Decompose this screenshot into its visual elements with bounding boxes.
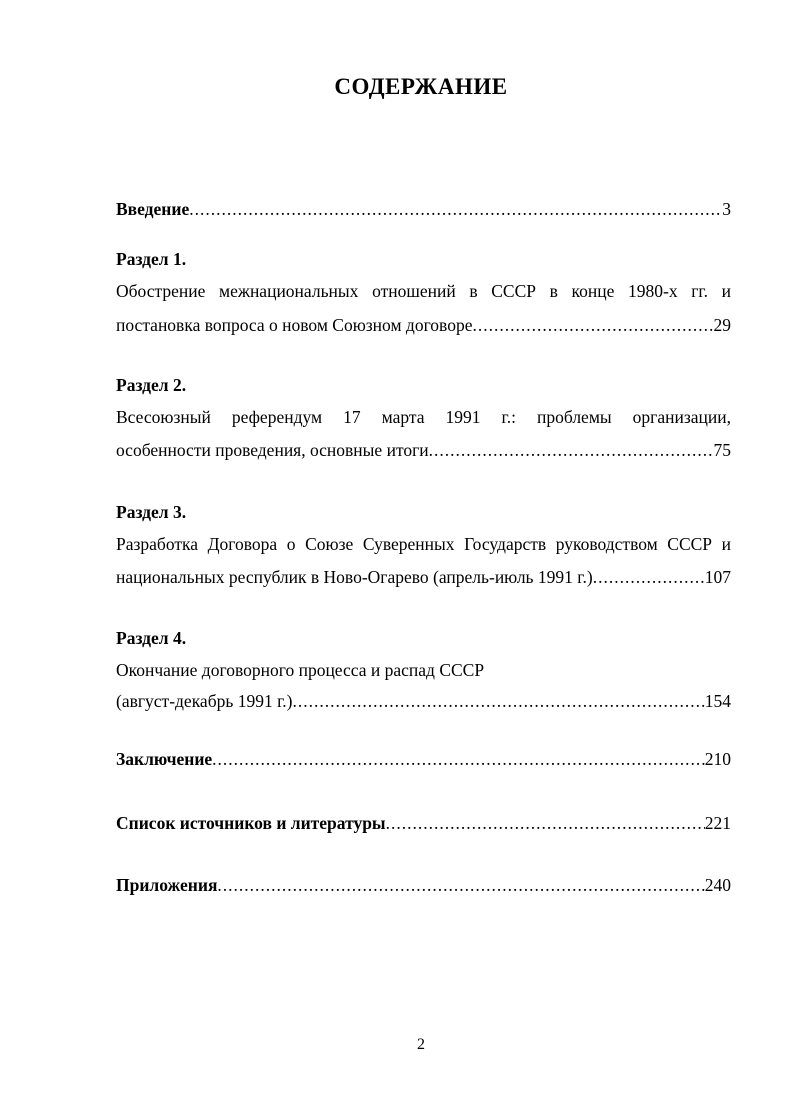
toc-section2-title-line2: особенности проведения, основные итоги bbox=[116, 440, 429, 460]
toc-entry-section1[interactable] bbox=[116, 314, 731, 336]
toc-leader-dots bbox=[212, 748, 705, 770]
toc-leader-dots bbox=[593, 566, 705, 588]
toc-leader-dots bbox=[386, 812, 705, 834]
toc-appendices-label: Приложения bbox=[116, 875, 218, 895]
toc-entry-section3[interactable] bbox=[116, 566, 731, 588]
toc-section3-heading: Раздел 3. bbox=[116, 502, 187, 522]
toc-section1-page: 29 bbox=[713, 315, 731, 335]
toc-conclusion-label: Заключение bbox=[116, 749, 213, 769]
toc-section4-title-line2: (август-декабрь 1991 г.) bbox=[116, 691, 293, 711]
toc-entry-section4[interactable] bbox=[116, 690, 731, 712]
toc-introduction-page: 3 bbox=[722, 199, 731, 219]
toc-section4-heading: Раздел 4. bbox=[116, 628, 187, 648]
page-title: СОДЕРЖАНИЕ bbox=[334, 74, 508, 99]
toc-leader-dots bbox=[429, 439, 714, 461]
toc-leader-dots bbox=[217, 874, 704, 896]
toc-leader-dots bbox=[189, 198, 722, 220]
toc-sources-page: 221 bbox=[704, 813, 731, 833]
toc-entry-conclusion[interactable] bbox=[116, 748, 731, 770]
toc-section1-title-line2: постановка вопроса о новом Союзном договоре bbox=[116, 315, 473, 335]
toc-section1-heading: Раздел 1. bbox=[116, 249, 187, 269]
toc-section4-title-line1[interactable]: Окончание договорного процесса и распад СССР bbox=[116, 660, 485, 680]
toc-section3-title-line2: национальных республик в Ново-Огарево (апрель-июль 1991 г.) bbox=[116, 567, 593, 587]
toc-sources-label: Список источников и литературы bbox=[116, 813, 386, 833]
toc-leader-dots bbox=[293, 690, 705, 712]
toc-section2-heading: Раздел 2. bbox=[116, 375, 187, 395]
page-number: 2 bbox=[417, 1036, 425, 1053]
toc-section2-page: 75 bbox=[713, 440, 731, 460]
toc-section3-title-line1[interactable]: Разработка Договора о Союзе Суверенных Государств руководством СССР и bbox=[116, 534, 731, 554]
toc-section1-title-line1[interactable]: Обострение межнациональных отношений в СССР в конце 1980-х гг. и bbox=[116, 281, 731, 301]
toc-leader-dots bbox=[472, 314, 713, 336]
toc-appendices-page: 240 bbox=[704, 875, 731, 895]
toc-entry-appendices[interactable] bbox=[116, 874, 731, 896]
toc-entry-section2[interactable] bbox=[116, 439, 731, 461]
toc-section2-title-line1[interactable]: Всесоюзный референдум 17 марта 1991 г.: проблемы организации, bbox=[116, 407, 731, 427]
toc-conclusion-page: 210 bbox=[704, 749, 731, 769]
toc-introduction-label: Введение bbox=[116, 199, 190, 219]
toc-entry-sources[interactable] bbox=[116, 812, 731, 834]
toc-section3-page: 107 bbox=[704, 567, 731, 587]
toc-section4-page: 154 bbox=[704, 691, 731, 711]
toc-entry-introduction[interactable] bbox=[116, 198, 731, 220]
